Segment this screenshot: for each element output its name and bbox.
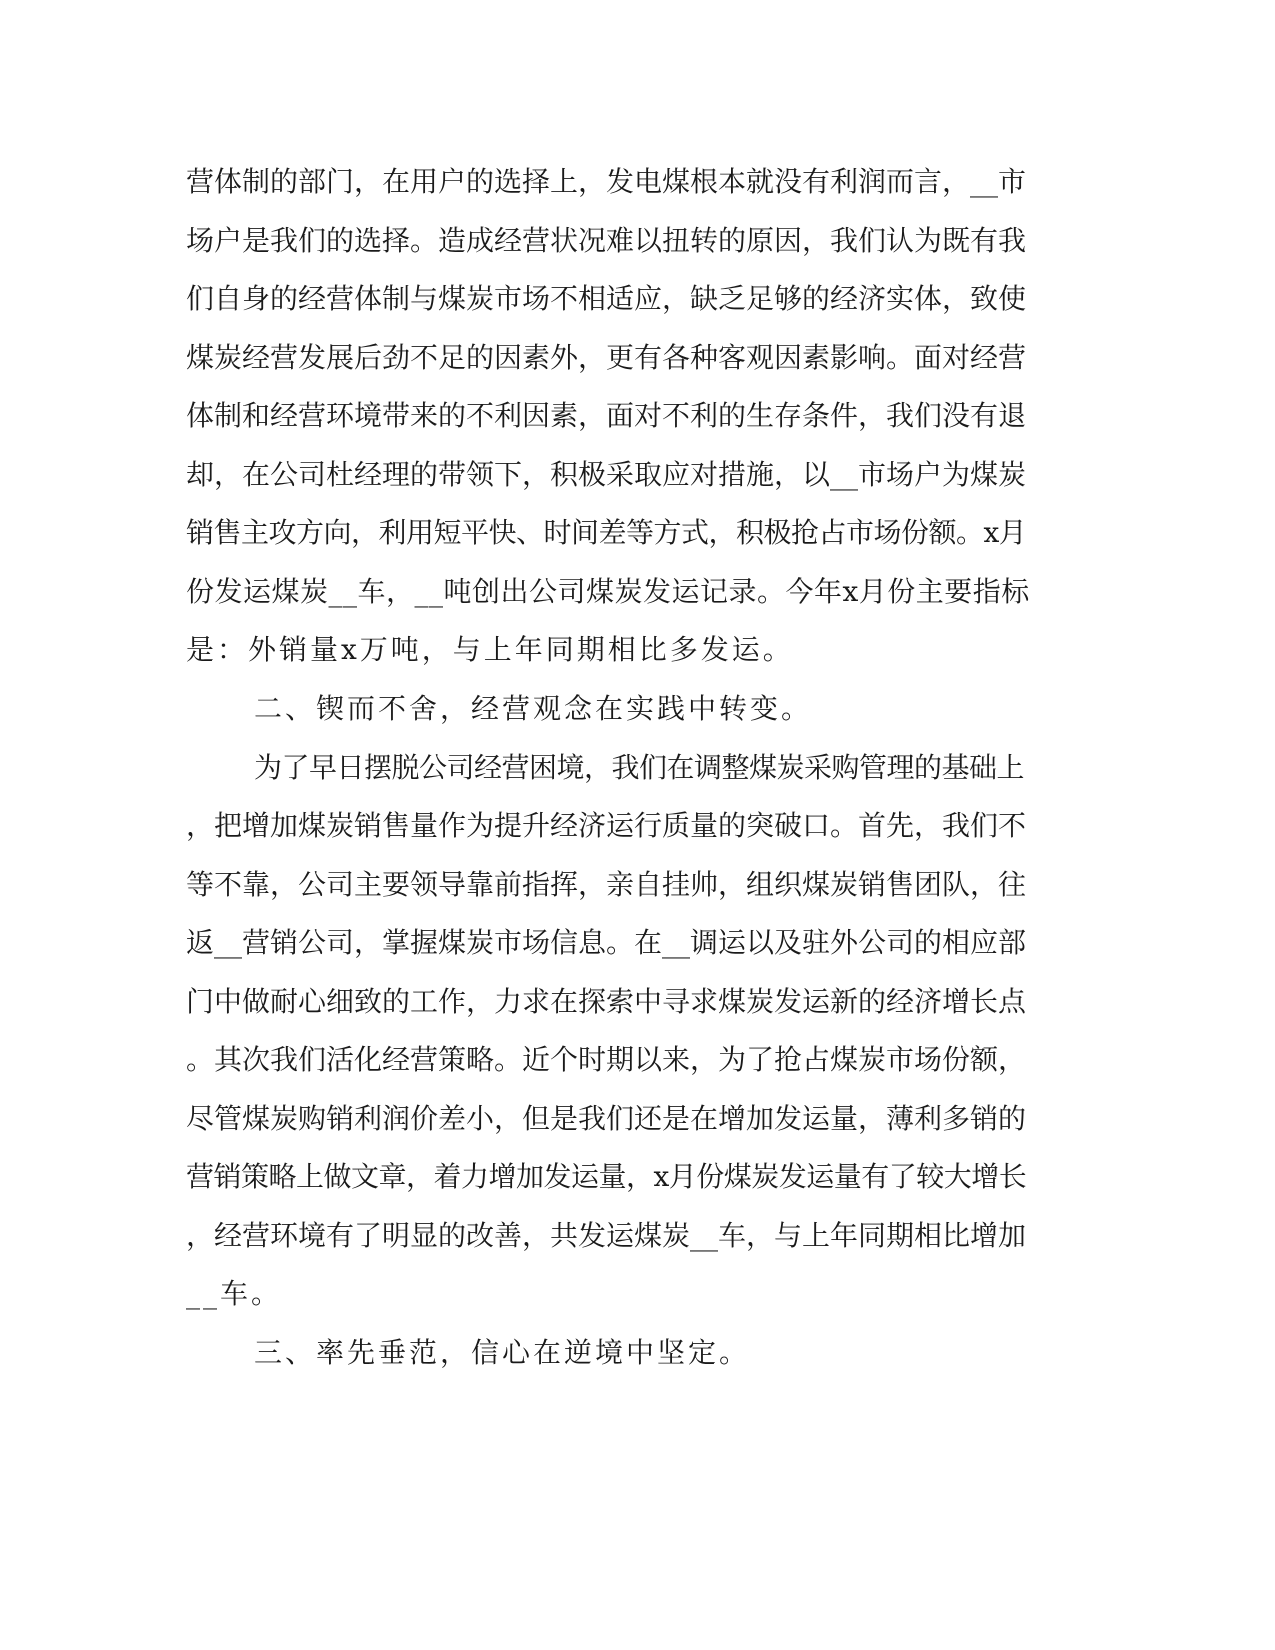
- text-line: 是：外销量x万吨，与上年同期相比多发运。: [186, 633, 794, 666]
- text-line: 。其次我们活化经营策略。近个时期以来，为了抢占煤炭市场份额，: [186, 1043, 1027, 1076]
- text-line: 体制和经营环境带来的不利因素，面对不利的生存条件，我们没有退: [186, 399, 1027, 432]
- text-line: 返__营销公司，掌握煤炭市场信息。在__调运以及驻外公司的相应部: [186, 926, 1027, 959]
- text-line: 场户是我们的选择。造成经营状况难以扭转的原因，我们认为既有我: [186, 224, 1027, 257]
- text-line: 尽管煤炭购销利润价差小，但是我们还是在增加发运量，薄利多销的: [186, 1102, 1027, 1135]
- text-line: 营销策略上做文章，着力增加发运量，x月份煤炭发运量有了较大增长: [186, 1160, 1027, 1193]
- text-line: 为了早日摆脱公司经营困境，我们在调整煤炭采购管理的基础上: [254, 751, 1025, 784]
- text-line: 却，在公司杜经理的带领下，积极采取应对措施，以__市场户为煤炭: [186, 458, 1027, 491]
- text-line: 份发运煤炭__车，__吨创出公司煤炭发运记录。今年x月份主要指标: [186, 575, 1030, 608]
- text-line: ，把增加煤炭销售量作为提升经济运行质量的突破口。首先，我们不: [186, 809, 1027, 842]
- text-line: 门中做耐心细致的工作，力求在探索中寻求煤炭发运新的经济增长点: [186, 985, 1027, 1018]
- text-line: 营体制的部门，在用户的选择上，发电煤根本就没有利润而言，__市: [186, 165, 1027, 198]
- text-line: ，经营环境有了明显的改善，共发运煤炭__车，与上年同期相比增加: [186, 1219, 1027, 1252]
- section-heading: 三、率先垂范，信心在逆境中坚定。: [254, 1336, 751, 1369]
- text-line: 煤炭经营发展后劲不足的因素外，更有各种客观因素影响。面对经营: [186, 341, 1027, 374]
- text-line: __车。: [186, 1277, 283, 1310]
- text-line: 销售主攻方向，利用短平快、时间差等方式，积极抢占市场份额。x月: [186, 516, 1027, 549]
- text-line: 等不靠，公司主要领导靠前指挥，亲自挂帅，组织煤炭销售团队，往: [186, 868, 1027, 901]
- section-heading: 二、锲而不舍，经营观念在实践中转变。: [254, 692, 813, 725]
- text-line: 们自身的经营体制与煤炭市场不相适应，缺乏足够的经济实体，致使: [186, 282, 1027, 315]
